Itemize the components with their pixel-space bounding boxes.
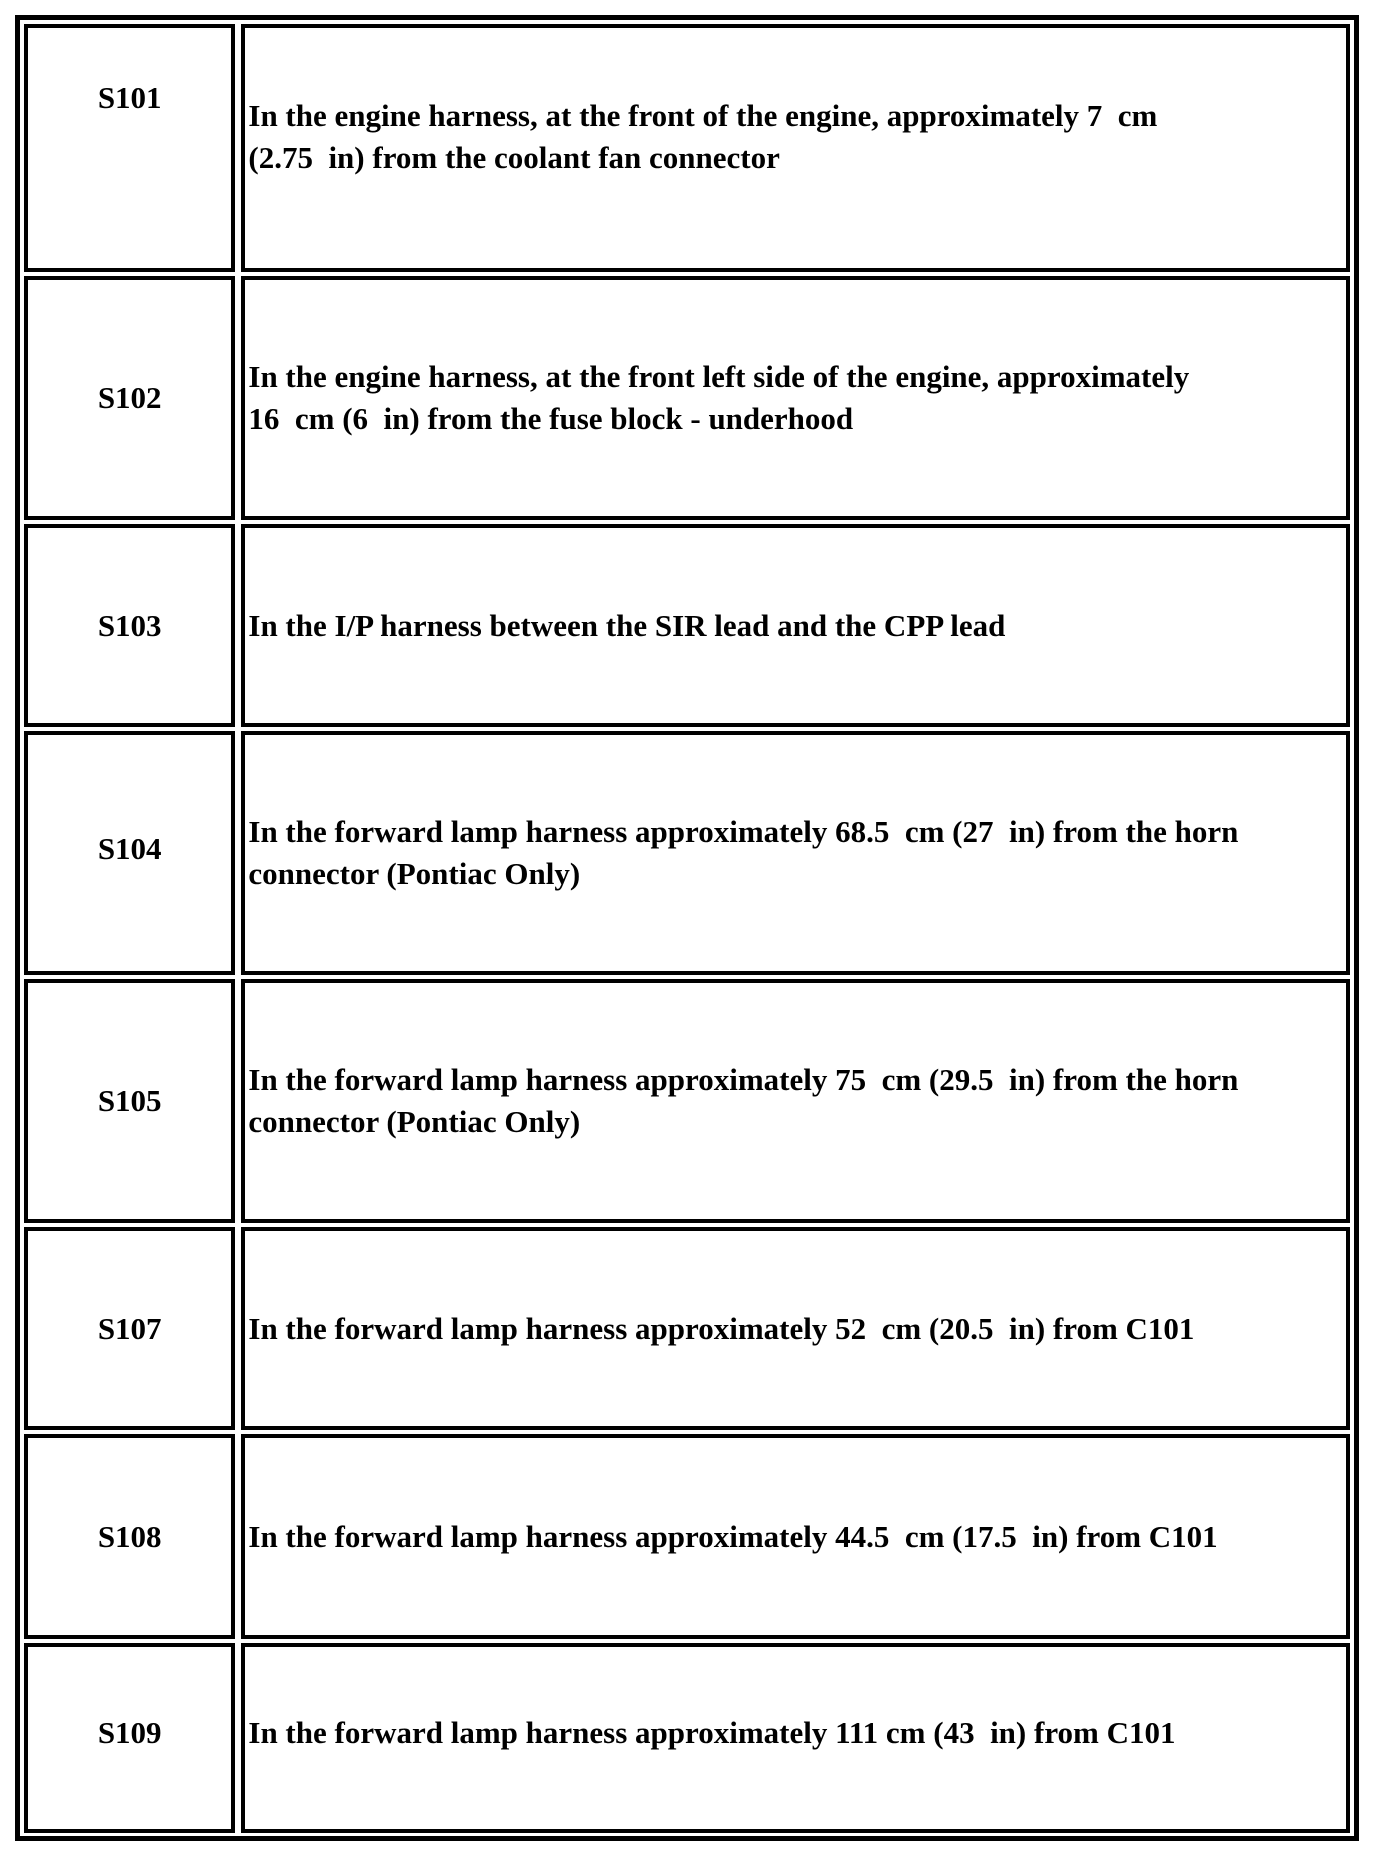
table-row — [24, 1434, 1350, 1639]
table-row — [24, 1227, 1350, 1430]
splice-id: S107 — [97, 1310, 162, 1346]
splice-id-cell — [24, 1227, 235, 1430]
table-row — [24, 524, 1350, 727]
splice-location: In the forward lamp harness approximately 68.5 cm (27 in) from the horn connector (Pontiac Only) — [248, 814, 1239, 891]
splice-id: S103 — [97, 607, 162, 643]
table-row — [24, 979, 1350, 1223]
splice-id-cell — [24, 979, 235, 1223]
splice-id: S102 — [97, 380, 162, 415]
splice-location-cell — [241, 1227, 1350, 1430]
splice-location: In the forward lamp harness approximately 44.5 cm (17.5 in) from C101 — [248, 1518, 1218, 1554]
splice-location: In the forward lamp harness approximately 52 cm (20.5 in) from C101 — [248, 1310, 1195, 1346]
table-row — [24, 1643, 1350, 1833]
splice-location: In the forward lamp harness approximately 111 cm (43 in) from C101 — [248, 1715, 1176, 1750]
splice-id-cell — [24, 276, 235, 520]
table-row — [24, 24, 1350, 272]
splice-id: S108 — [97, 1518, 162, 1554]
splice-location: In the I/P harness between the SIR lead and the CPP lead — [248, 607, 1006, 643]
splice-id-cell — [24, 524, 235, 727]
splice-id: S105 — [97, 1083, 162, 1118]
splice-id-cell — [24, 1643, 235, 1833]
splice-id-cell — [24, 1434, 235, 1639]
splice-location-cell — [241, 1643, 1350, 1833]
splice-location: In the engine harness, at the front left side of the engine, approximately 16 cm (6 in) from the fuse block - underhood — [248, 359, 1190, 436]
splice-id-cell — [24, 24, 235, 272]
splice-id-cell — [24, 731, 235, 975]
splice-location-cell — [241, 731, 1350, 975]
table-row — [24, 276, 1350, 520]
splice-location-cell — [241, 1434, 1350, 1639]
splice-location-cell — [241, 24, 1350, 272]
splice-location-cell — [241, 276, 1350, 520]
splice-location-table — [15, 15, 1359, 1841]
splice-id: S101 — [97, 80, 162, 115]
table-row — [24, 731, 1350, 975]
splice-location-cell — [241, 524, 1350, 727]
splice-id: S109 — [97, 1715, 162, 1750]
splice-location-cell — [241, 979, 1350, 1223]
splice-location: In the forward lamp harness approximately 75 cm (29.5 in) from the horn connector (Pontiac Only) — [248, 1062, 1239, 1139]
splice-location: In the engine harness, at the front of the engine, approximately 7 cm (2.75 in) from the coolant fan connector — [248, 98, 1158, 175]
splice-id: S104 — [97, 831, 162, 866]
